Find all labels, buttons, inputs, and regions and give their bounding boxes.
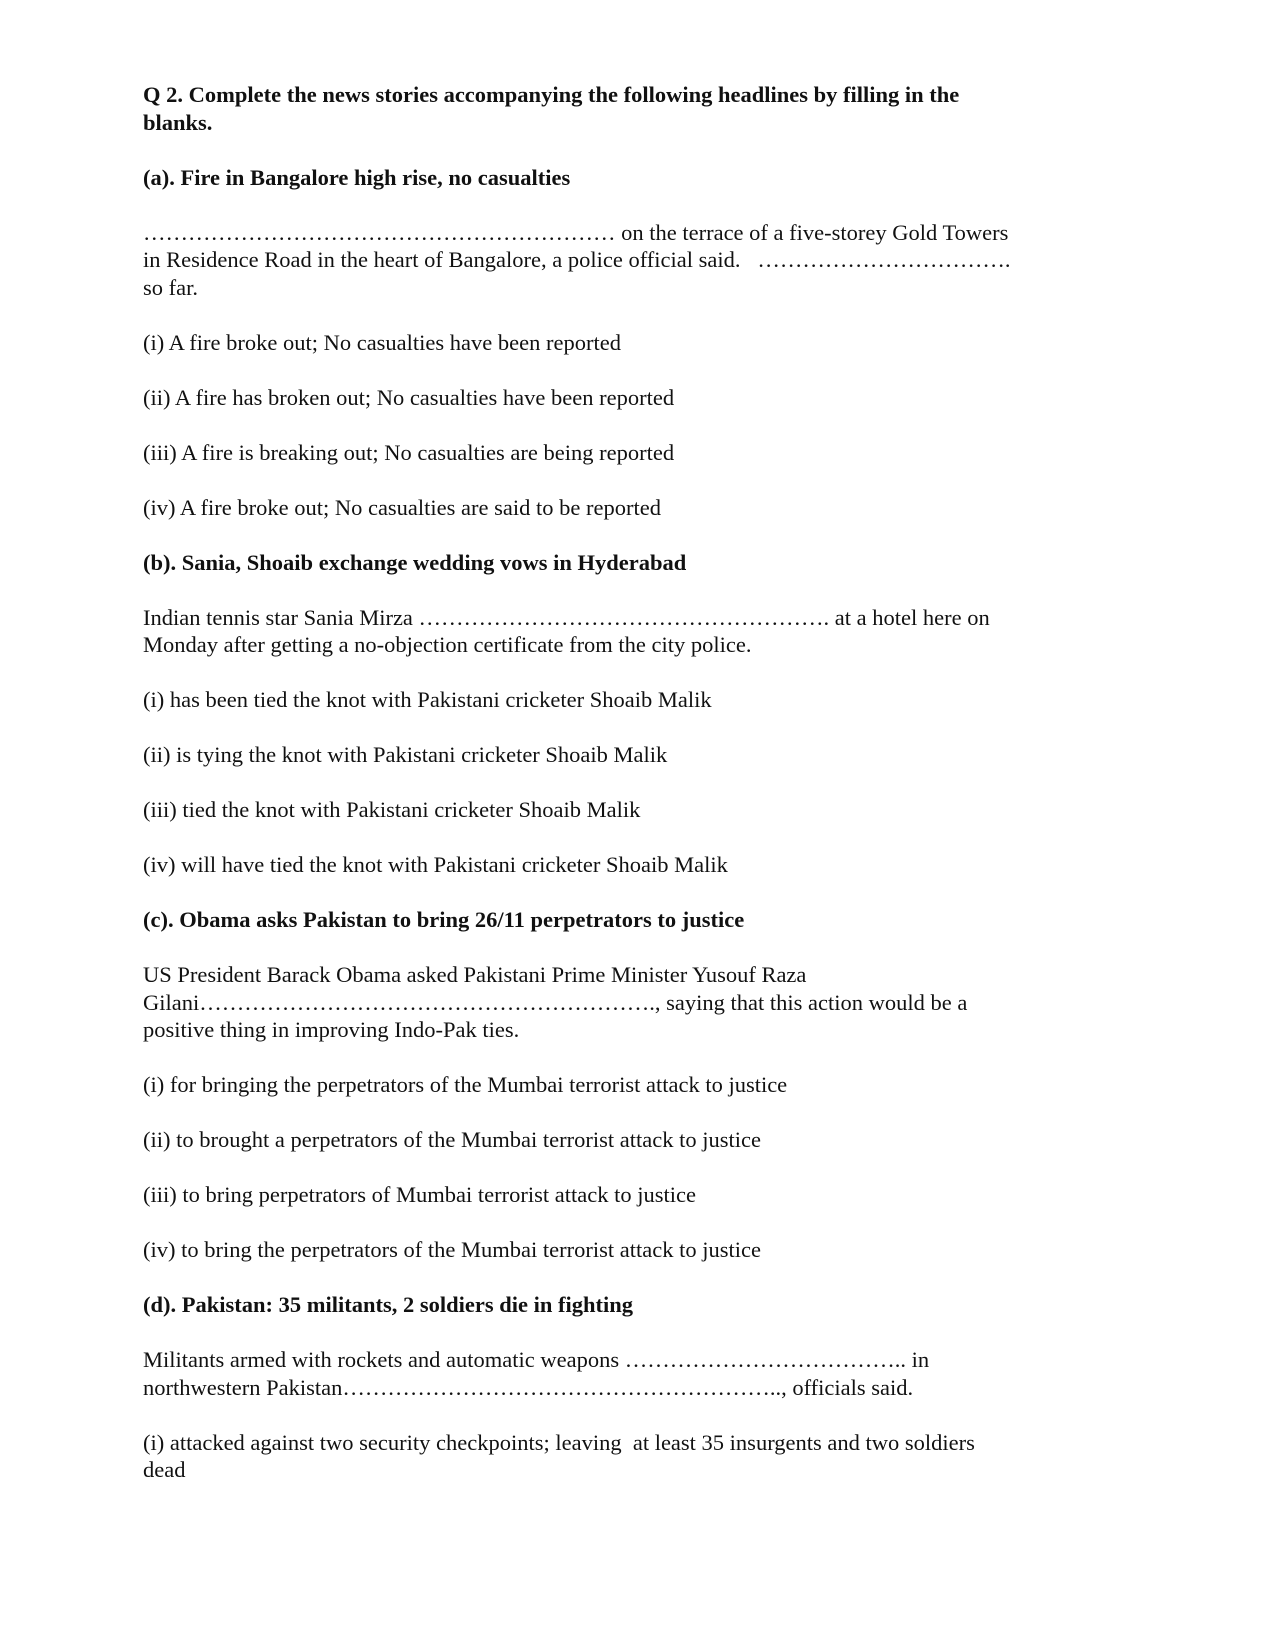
text-line: (a). Fire in Bangalore high rise, no casualties (143, 164, 571, 190)
answer-option (143, 1126, 1103, 1154)
document-page (143, 81, 1103, 1511)
text-line: (i) has been tied the knot with Pakistani cricketer Shoaib Malik (143, 687, 712, 712)
text-line: (iv) will have tied the knot with Pakistani cricketer Shoaib Malik (143, 852, 728, 877)
text-line: dead (143, 1457, 186, 1482)
answer-option (143, 1181, 1103, 1209)
text-line: blanks. (143, 109, 213, 135)
answer-option (143, 1071, 1103, 1099)
text-line: (ii) is tying the knot with Pakistani cricketer Shoaib Malik (143, 742, 668, 767)
text-line: so far. (143, 274, 198, 300)
text-line: Indian tennis star Sania Mirza ………………………………………………. at a hotel here on (143, 604, 990, 630)
answer-option (143, 796, 1103, 824)
text-line: Q 2. Complete the news stories accompanying the following headlines by filling in the (143, 82, 960, 107)
section-heading (143, 81, 1103, 136)
text-line: (iii) tied the knot with Pakistani cricketer Shoaib Malik (143, 797, 641, 822)
text-line: ……………………………………………………… on the terrace of a five-storey Gold Towers (143, 219, 1009, 245)
text-line: (iv) to bring the perpetrators of the Mumbai terrorist attack to justice (143, 1237, 761, 1262)
text-line: in Residence Road in the heart of Bangalore, a police official said. ……………………………. (143, 247, 1011, 272)
section-heading (143, 549, 1103, 577)
answer-option (143, 384, 1103, 412)
answer-option (143, 1429, 1103, 1484)
text-line: (i) A fire broke out; No casualties have been reported (143, 329, 621, 355)
answer-option (143, 851, 1103, 879)
text-line: (iii) A fire is breaking out; No casualties are being reported (143, 439, 675, 465)
text-line: US President Barack Obama asked Pakistani Prime Minister Yusouf Raza (143, 962, 807, 987)
news-passage (143, 961, 1103, 1044)
news-passage (143, 1346, 1103, 1401)
text-line: positive thing in improving Indo-Pak ties. (143, 1017, 520, 1042)
text-line: (d). Pakistan: 35 militants, 2 soldiers die in fighting (143, 1292, 634, 1317)
text-line: (i) attacked against two security checkpoints; leaving at least 35 insurgents and two soldiers (143, 1429, 975, 1455)
answer-option (143, 329, 1103, 357)
text-line: northwestern Pakistan………………………………………………….., officials said. (143, 1374, 914, 1400)
section-heading (143, 1291, 1103, 1319)
text-line: (ii) A fire has broken out; No casualties have been reported (143, 384, 675, 410)
text-line: Militants armed with rockets and automatic weapons ……………………………….. in (143, 1347, 930, 1372)
answer-option (143, 741, 1103, 769)
answer-option (143, 1236, 1103, 1264)
answer-option (143, 439, 1103, 467)
section-heading (143, 164, 1103, 192)
text-line: Monday after getting a no-objection certificate from the city police. (143, 632, 752, 657)
text-line: (ii) to brought a perpetrators of the Mumbai terrorist attack to justice (143, 1127, 761, 1152)
answer-option (143, 686, 1103, 714)
section-heading (143, 906, 1103, 934)
news-passage (143, 604, 1103, 659)
text-line: (c). Obama asks Pakistan to bring 26/11 perpetrators to justice (143, 907, 745, 932)
news-passage (143, 219, 1103, 302)
text-line: (iv) A fire broke out; No casualties are said to be reported (143, 494, 661, 520)
text-line: Gilani……………………………………………………., saying that this action would be a (143, 989, 968, 1015)
answer-option (143, 494, 1103, 522)
text-line: (iii) to bring perpetrators of Mumbai terrorist attack to justice (143, 1182, 696, 1207)
text-line: (i) for bringing the perpetrators of the Mumbai terrorist attack to justice (143, 1072, 788, 1097)
text-line: (b). Sania, Shoaib exchange wedding vows in Hyderabad (143, 549, 687, 575)
